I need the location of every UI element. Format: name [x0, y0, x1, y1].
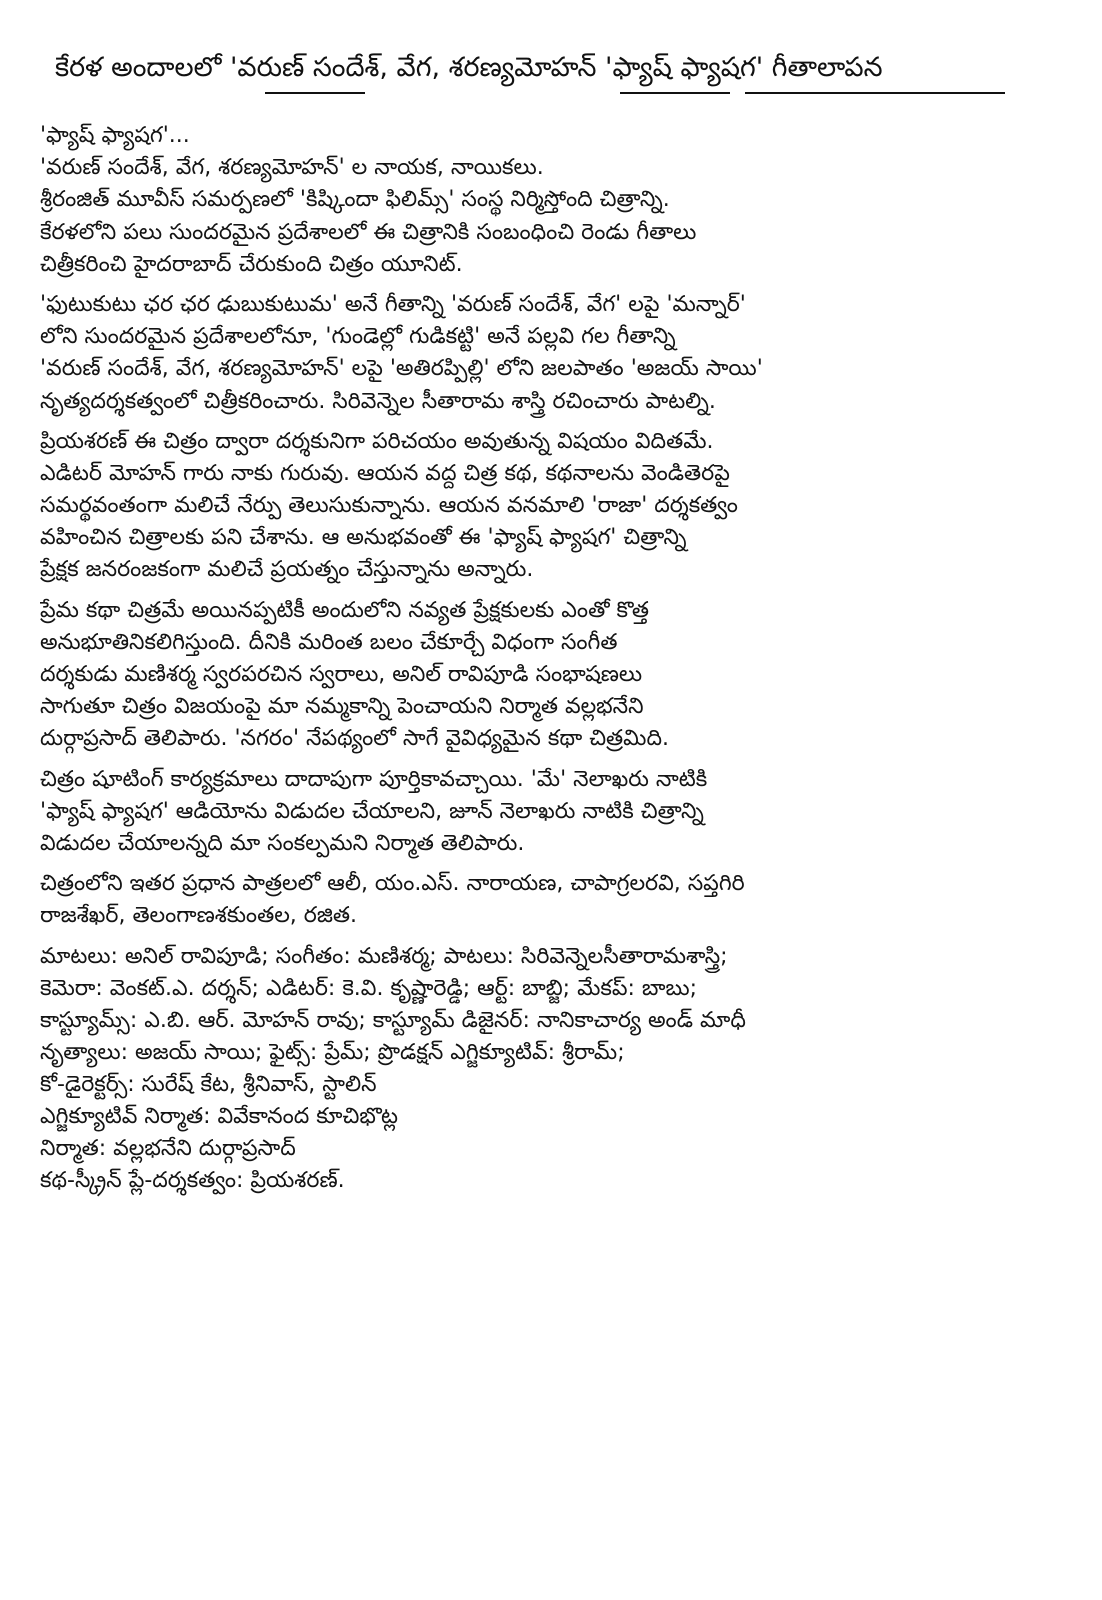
text-line: విడుదల చేయాలన్నది మా సంకల్పమని నిర్మాత తెలిపారు. [40, 830, 525, 856]
paragraph [40, 595, 1060, 756]
text-line: రాజశేఖర్, తెలంగాణశకుంతల, రజిత. [40, 903, 358, 929]
text-line: 'వరుణ్ సందేశ్, వేగ, శరణ్యమోహన్' ల నాయక, నాయికలు. [40, 155, 544, 181]
credit-line: కథ-స్క్రీన్ ప్లే-దర్శకత్వం: ప్రియశరణ్. [40, 1167, 345, 1193]
credit-line: నిర్మాత: వల్లభనేని దుర్గాప్రసాద్ [40, 1135, 296, 1161]
paragraph [40, 426, 1060, 587]
text-line: దర్శకుడు మణిశర్మ స్వరపరచిన స్వరాలు, అనిల్ రావిపూడి సంభాషణలు [40, 662, 643, 687]
text-line: చిత్రం షూటింగ్ కార్యక్రమాలు దాదాపుగా పూర్తికావచ్చాయి. 'మే' నెలాఖరు నాటికి [40, 766, 708, 792]
paragraph [40, 868, 1060, 932]
paragraph [40, 764, 1060, 861]
text-line: వహించిన చిత్రాలకు పని చేశాను. ఆ అనుభవంతో ఈ 'ఫ్యాష్ ఫ్యాషగ' చిత్రాన్ని [40, 525, 687, 551]
credit-line: కో-డైరెక్టర్స్: సురేష్ కేట, శ్రీనివాస్, స్టాలిన్ [40, 1071, 377, 1097]
text-line: 'వరుణ్ సందేశ్, వేగ, శరణ్యమోహన్' లపై 'అతిరప్పిల్లి' లోని జలపాతం 'అజయ్ సాయి' [40, 356, 763, 382]
text-line: అనుభూతినికలిగిస్తుంది. దీనికి మరింత బలం చేకూర్చే విధంగా సంగీత [40, 629, 618, 655]
text-line: 'ఫ్యాష్ ఫ్యాషగ'... [40, 123, 190, 148]
title-underline [745, 92, 1005, 94]
text-line: ప్రేమ కథా చిత్రమే అయినప్పటికీ అందులోని నవ్యత ప్రేక్షకులకు ఎంతో కొత్త [40, 597, 649, 623]
credit-line: నృత్యాలు: అజయ్ సాయి; ఫైట్స్: ప్రేమ్; ప్రొడక్షన్ ఎగ్జిక్యూటివ్: శ్రీరామ్; [40, 1039, 625, 1065]
text-line: 'ఫుటుకుటు ఛర ఛర ఢుబుకుటుమ' అనే గీతాన్ని 'వరుణ్ సందేశ్, వేగ' లపై 'మన్నార్' [40, 291, 746, 317]
credit-line: కాస్ట్యూమ్స్: ఎ.బి. ఆర్. మోహన్ రావు; కాస్ట్యూమ్ డిజైనర్: నానికాచార్య అండ్ మాధీ [40, 1007, 746, 1033]
credit-line: ఎగ్జిక్యూటివ్ నిర్మాత: వివేకానంద కూచిభొట్ల [40, 1103, 398, 1129]
text-line: చిత్రంలోని ఇతర ప్రధాన పాత్రలలో ఆలీ, యం.ఎస్. నారాయణ, చాపాగ్రలరవి, సప్తగిరి [40, 871, 745, 897]
paragraph [40, 289, 1060, 418]
text-line: లోని సుందరమైన ప్రదేశాలలోనూ, 'గుండెల్లో గుడికట్టి' అనే పల్లవి గల గీతాన్ని [40, 324, 676, 350]
text-line: సాగుతూ చిత్రం విజయంపై మా నమ్మకాన్ని పెంచాయని నిర్మాత వల్లభనేని [40, 694, 644, 720]
text-line: ప్రేక్షక జనరంజకంగా మలిచే ప్రయత్నం చేస్తున్నాను అన్నారు. [40, 557, 534, 583]
text-line: సమర్థవంతంగా మలిచే నేర్పు తెలుసుకున్నాను. ఆయన వనమాలి 'రాజా' దర్శకత్వం [40, 493, 738, 519]
article-body [40, 120, 1060, 1197]
text-line: ప్రియశరణ్ ఈ చిత్రం ద్వారా దర్శకునిగా పరిచయం అవుతున్న విషయం విదితమే. [40, 428, 714, 454]
credit-line: కెమెరా: వెంకట్.ఎ. దర్శన్; ఎడిటర్: కె.వి. కృష్ణారెడ్డి; ఆర్ట్: బాబ్జి; మేకప్: బాబు; [40, 975, 698, 1001]
title-underline [620, 92, 730, 94]
document-title: కేరళ అందాలలో 'వరుణ్ సందేశ్, వేగ, శరణ్యమోహన్ 'ఫ్యాష్ ఫ్యాషగ' గీతాలాపన [55, 52, 883, 83]
text-line: చిత్రీకరించి హైదరాబాద్ చేరుకుంది చిత్రం యూనిట్. [40, 251, 463, 277]
paragraph [40, 120, 1060, 281]
text-line: ఎడిటర్ మోహన్ గారు నాకు గురువు. ఆయన వద్ద చిత్ర కథ, కథనాలను వెండితెరపై [40, 460, 730, 486]
text-line: దుర్గాప్రసాద్ తెలిపారు. 'నగరం' నేపథ్యంలో సాగే వైవిధ్యమైన కథా చిత్రమిది. [40, 726, 669, 752]
text-line: కేరళలోని పలు సుందరమైన ప్రదేశాలలో ఈ చిత్రానికి సంబంధించి రెండు గీతాలు [40, 219, 697, 245]
credits-list [40, 941, 1060, 1197]
credit-line: మాటలు: అనిల్ రావిపూడి; సంగీతం: మణిశర్మ; పాటలు: సిరివెన్నెలసీతారామశాస్త్రి; [40, 943, 728, 969]
text-line: శ్రీరంజిత్ మూవీస్ సమర్పణలో 'కిష్కిందా ఫిలిమ్స్' సంస్థ నిర్మిస్తోంది చిత్రాన్ని. [40, 187, 670, 213]
title-underline [265, 92, 365, 94]
text-line: నృత్యదర్శకత్వంలో చిత్రీకరించారు. సిరివెన్నెల సీతారామ శాస్త్రి రచించారు పాటల్ని. [40, 388, 716, 414]
text-line: 'ఫ్యాష్ ఫ్యాషగ' ఆడియోను విడుదల చేయాలని, జూన్ నెలాఖరు నాటికి చిత్రాన్ని [40, 798, 704, 824]
